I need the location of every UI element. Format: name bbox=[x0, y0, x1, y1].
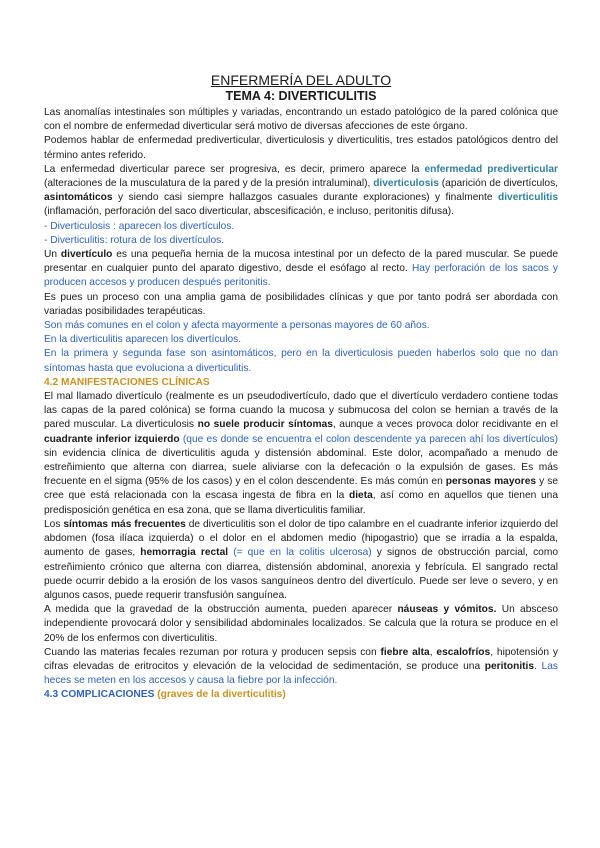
note-diverticulitis: - Diverticulitis: rotura de los divertículos. bbox=[44, 234, 225, 246]
paragraph-obstruction: A medida que la gravedad de la obstrucción aumenta, pueden aparecer náuseas y vómitos. Un absceso independiente provocará dolor y sensibilidad abdominales localizados. Se calcula que la rotura se produce en el 20% de los enfermos con diverticulitis. bbox=[44, 604, 558, 644]
topic-title: TEMA 4: DIVERTICULITIS bbox=[225, 89, 377, 103]
note-age: Son más comunes en el colon y afecta mayormente a personas mayores de 60 años. bbox=[44, 320, 430, 332]
paragraph-definition: Un divertículo es una pequeña hernia de la mucosa intestinal por un defecto de la pared muscular. Se puede presentar en cualquier punto del aparato digestivo, desde el esófago al recto. Hay perforación de los sacos y producen accesos y producen después peritonitis. bbox=[44, 249, 559, 289]
paragraph-intro: Las anomalías intestinales son múltiples y variadas, encontrando un estado patológico de la pared colónica que con el nombre de enfermedad diverticular será motivo de diversas afecciones de este órgano. bbox=[44, 107, 558, 133]
note-diverticulosis: - Diverticulosis : aparecen los divertículos. bbox=[44, 220, 235, 232]
paragraph-clinical-range: Es pues un proceso con una amplia gama de posibilidades clínicas y que por tanto podrá ser abordada con variadas posibilidades terapéuticas. bbox=[44, 291, 558, 317]
document-title: ENFERMERÍA DEL ADULTO bbox=[210, 72, 392, 88]
paragraph-states: Podemos hablar de enfermedad prediverticular, diverticulosis y diverticulitis, tres estados patológicos dentro del término antes referido. bbox=[44, 135, 558, 161]
term-prediverticular: enfermedad prediverticular bbox=[424, 163, 558, 175]
paragraph-peritonitis: Cuando las materias fecales rezuman por rotura y producen sepsis con fiebre alta, escalofríos, hipotensión y cifras elevadas de eritrocitos y elevación de la velocidad de sedimentación, se produce una peritonitis. Las heces se meten en los accesos y causa la fiebre por la infección. bbox=[44, 646, 558, 687]
document-page bbox=[44, 72, 558, 703]
note-appearance: En la diverticulitis aparecen los divertículos. bbox=[44, 334, 242, 346]
paragraph-progression: La enfermedad diverticular parece ser progresiva, es decir, primero aparece la enfermedad prediverticular (alteraciones de la musculatura de la pared y de la presión intraluminal), diverticulosis (aparición de divertículos, asintomáticos y siendo casi siempre hallazgos casuales durante exploraciones) y finalmente diverticulitis (inflamación, perforación del saco diverticular, abscesificación, e incluso, peritonitis difusa). bbox=[44, 163, 558, 218]
term-diverticulitis: diverticulitis bbox=[497, 192, 558, 204]
section-heading-4-2: 4.2 MANIFESTACIONES CLÍNICAS bbox=[44, 376, 210, 388]
paragraph-symptoms: Los síntomas más frecuentes de diverticulitis son el dolor de tipo calambre en el cuadrante inferior izquierdo del abdomen (fosa ilíaca izquierda) o el dolor en el abdomen medio (hipogastrio) que se irradia a la espalda, aumento de gases, hemorragia rectal (= que en la colitis ulcerosa) y signos de obstrucción parcial, como estreñimiento crónico que alterna con diarrea, distensión abdominal, anorexia y febrícula. El sangrado rectal puede ocurrir debido a la erosión de los vasos sanguíneos dentro del divertículo. Puede ser leve o severo, y en algunos casos, puede requerir transfusión sanguínea. bbox=[44, 518, 558, 601]
section-heading-4-3: 4.3 COMPLICACIONES (graves de la diverticulitis) bbox=[44, 689, 286, 701]
term-diverticulosis: diverticulosis bbox=[373, 178, 439, 190]
paragraph-pseudodiverticulum: El mal llamado divertículo (realmente es un pseudodivertículo, dado que el divertículo verdadero contiene todas las capas de la pared colónica) se forma cuando la mucosa y submucosa del colon se hernian a través de la pared muscular. La diverticulosis no suele producir síntomas, aunque a veces provoca dolor recidivante en el cuadrante inferior izquierdo (que es donde se encuentra el colon descendente ya parecen ahí los divertículos) sin evidencia clínica de diverticulitis aguda y distensión abdominal. Este dolor, acompañado a menudo de estreñimiento que alterna con diarrea, suele aliviarse con la defecación o la expulsión de gases. Es más frecuente en el sigma (95% de los casos) y en el colon descendente. Es más común en personas mayores y se cree que está relacionada con la escasa ingesta de fibra en la dieta, así como en aquellos que tienen una predisposición genética en esa zona, que se llama diverticulitis familiar. bbox=[44, 391, 559, 516]
note-phases: En la primera y segunda fase son asintomáticos, pero en la diverticulosis pueden haberlos solo que no dan síntomas hasta que evoluciona a diverticulitis. bbox=[44, 348, 558, 374]
